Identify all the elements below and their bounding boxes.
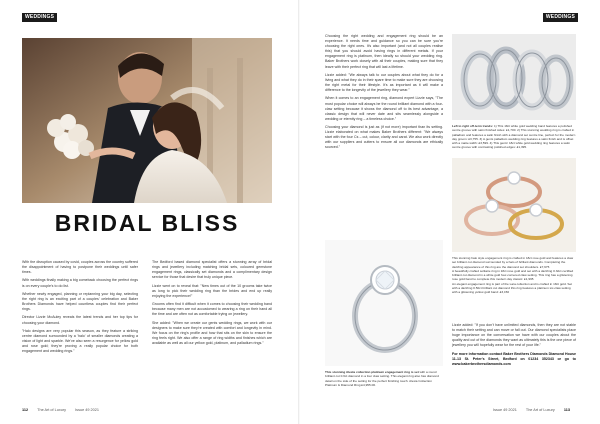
paragraph: With weddings finally making a big comeback choosing the perfect rings is on every couple's to do list. <box>22 278 138 288</box>
caption-heading: Left to right off-term trends: <box>452 124 494 128</box>
paragraph: Lizzie added: "If you don't have unlimited diamonds, then they are not stable to match their setting and can move or fall out. Our diamond specialists place huge importance on the conversation we have with our couples about the quality and cut of the diamonds they want as ultimately this is the one piece of jewellery you will hopefully wear for the rest of your life." <box>452 323 576 348</box>
caption-text: This stunning halo style engagement ring is crafted in 18ct rose gold and features a claw set brilliant cut diamond surrounded by a halo of brilliant diamonds. Completing the dazzling appearance of this ring are the diamond set shoulders. £7,975 <box>452 256 574 269</box>
article-column-1 <box>22 260 138 357</box>
page-number: 112 <box>22 408 29 412</box>
caption-text: An elegant engagement ring is part of the Lara collection and is crafted in 18ct gold. Set with a dazzling 0.50ct brilliant cut diamond this ring features a platinum six-claw setting with a glistening yellow gold band: £3,150 <box>452 281 573 295</box>
paragraph: With the disruption caused by covid, couples across the country suffered the disappointment of having to postpone their weddings until safer times. <box>22 260 138 275</box>
paragraph: Director Lizzie McAuley reveals the latest trends and her top tips for choosing your diamond. <box>22 315 138 325</box>
paragraph: Grooms often find it difficult when it comes to choosing their wedding band because many men are not accustomed to wearing a ring on their hand all the time and are often not as comfortable trying on jewellery. <box>152 302 272 317</box>
wedding-bands-photo <box>452 34 576 120</box>
contact-info <box>452 352 576 367</box>
paragraph: The Bedford based diamond specialist offers a stunning array of bridal rings and jewellery including matching bridal sets, coloured gemstone engagement rings, classically set diamonds and a complimentary design service for those that desire that truly unique piece. <box>152 260 272 280</box>
alexia-ring-illustration <box>325 240 443 366</box>
page-title: BRIDAL BLISS <box>54 210 240 236</box>
caption-wedding-bands <box>452 124 576 150</box>
contact-intro: For more information contact Baker Brothers Diamonds Diamond House 11-13 St. Peter's Street, Bedford on 01234 352343 or go to <box>452 351 576 361</box>
paragraph: When it comes to an engagement ring, diamond expert Lizzie says, "The most popular choice will always be the round brilliant diamond with a four-claw setting because it shows the diamond off to its best advantage, a classic design that will never date and sits seamlessly alongside a wedding or eternity ring – a timeless choice." <box>325 96 443 121</box>
alexia-ring-photo <box>325 240 443 366</box>
paragraph: She added: "When we create our gents wedding rings, we work with our designers to make sure they're created with comfort and longevity in mind. We focus on the ring's profile and how that sits on the skin to ensure the ring feels right. We also offer a range of ring widths and finishes which are available as well as all our yellow gold, platinum, and palladium rings." <box>152 320 272 345</box>
couple-photo <box>22 38 272 203</box>
engagement-rings-photo <box>452 158 576 252</box>
caption-heading: This stunning Alexia collection platinum engagement ring is set <box>325 370 419 374</box>
wedding-bands-illustration <box>452 34 576 120</box>
footer-right <box>493 408 578 412</box>
paragraph: Lizzie added: "We always talk to our couples about what they do for a living and what they do in their spare time to make sure they are choosing the right metal for their lifestyle. It's as important as it will make a difference to the longevity of the jewellery they wear." <box>325 72 443 93</box>
footer-left <box>22 408 107 412</box>
engagement-rings-illustration <box>452 158 576 252</box>
caption-alexia-ring <box>325 370 443 387</box>
caption-text: A beautifully crafted solitaire ring in 18ct rose gold and set with a dazzling 0.32ct certified brilliant cut diamond in a white gold four-cornered claw setting. This ring has a glistening rose gold band to complete this modern day classic: £1,995 <box>452 268 574 282</box>
caption-text: with a round brilliant cut 0.6ct diamond in a four claw setting. This elegant ring also has diamond detail on the side of the setting for the perfect finishing touch. Alexia Collection Platinum & Diamond Ring £4,955.00. <box>325 370 439 387</box>
issue-label: Issue 49 2021 <box>493 408 517 412</box>
caption-engagement-rings <box>452 256 576 295</box>
article-column-3 <box>325 34 443 154</box>
paragraph: Choosing the right wedding and engagement ring should be an experience. It needs time and guidance so you can be sure you're choosing the right ones. It's also important (and not all couples realise this) that you should avoid having rings in different metals. If your engagement ring is platinum, then ideally so should your wedding ring. Baker Brothers work closely with all their couples, making sure that they leave with their perfect ring that will last a lifetime. <box>325 34 443 69</box>
paragraph: Whether newly engaged, planning or replanning your big day, selecting the right ring is an exciting part of a couples' celebration and Baker Brothers Diamonds have helped countless couples find their perfect rings. <box>22 291 138 312</box>
page-number: 113 <box>563 408 570 412</box>
couple-illustration <box>22 38 272 203</box>
paragraph: Lizzie went on to reveal that: "New times out of the 10 grooms take twice as long to pick their wedding ring than the brides and end up really enjoying the experience!" <box>152 283 272 298</box>
magazine-name: The Art of Luxury <box>525 408 555 412</box>
paragraph: "Halo designs are very popular this season, as they feature a striking centre diamond surrounded by a 'halo' of smaller diamonds creating a vision of light and sparkle. We've also seen a resurgence for yellow gold and rose gold; they're proving a really popular choice for both engagement and wedding rings." <box>22 328 138 354</box>
article-column-4 <box>452 323 576 370</box>
magazine-name: The Art of Luxury <box>37 408 67 412</box>
contact-url[interactable]: www.bakerbrothersdiamonds.com <box>452 361 511 366</box>
section-tag: WEDDINGS <box>543 13 578 22</box>
article-column-2 <box>152 260 272 349</box>
caption-text: 1) This 18ct white gold wedding band features a polished centre groove with satin finished sides: £1,700. 2) This stunning wedding ring is crafted in palladium and features a satin finish with a diamond set centre line, perfect for the modern day groom: £3,755. 3) A gents palladium wedding ring features a satin finish and is offset with a matte width: £3,599. 4) This gents' 18ct white gold wedding ring features a satin centre groove with contrasting polished edges: £1,395. <box>452 124 576 150</box>
paragraph: Choosing your diamond is just as (if not more) important than its setting. Lizzie elaborated on what makes Baker Brothers different: "We always start with the four Cs – cut, colour, clarity and carat. We also work directly with our suppliers and cutters to ensure all our diamonds are ethically sourced." <box>325 125 443 150</box>
section-tag: WEDDINGS <box>22 13 57 22</box>
issue-label: Issue 49 2021 <box>75 408 99 412</box>
